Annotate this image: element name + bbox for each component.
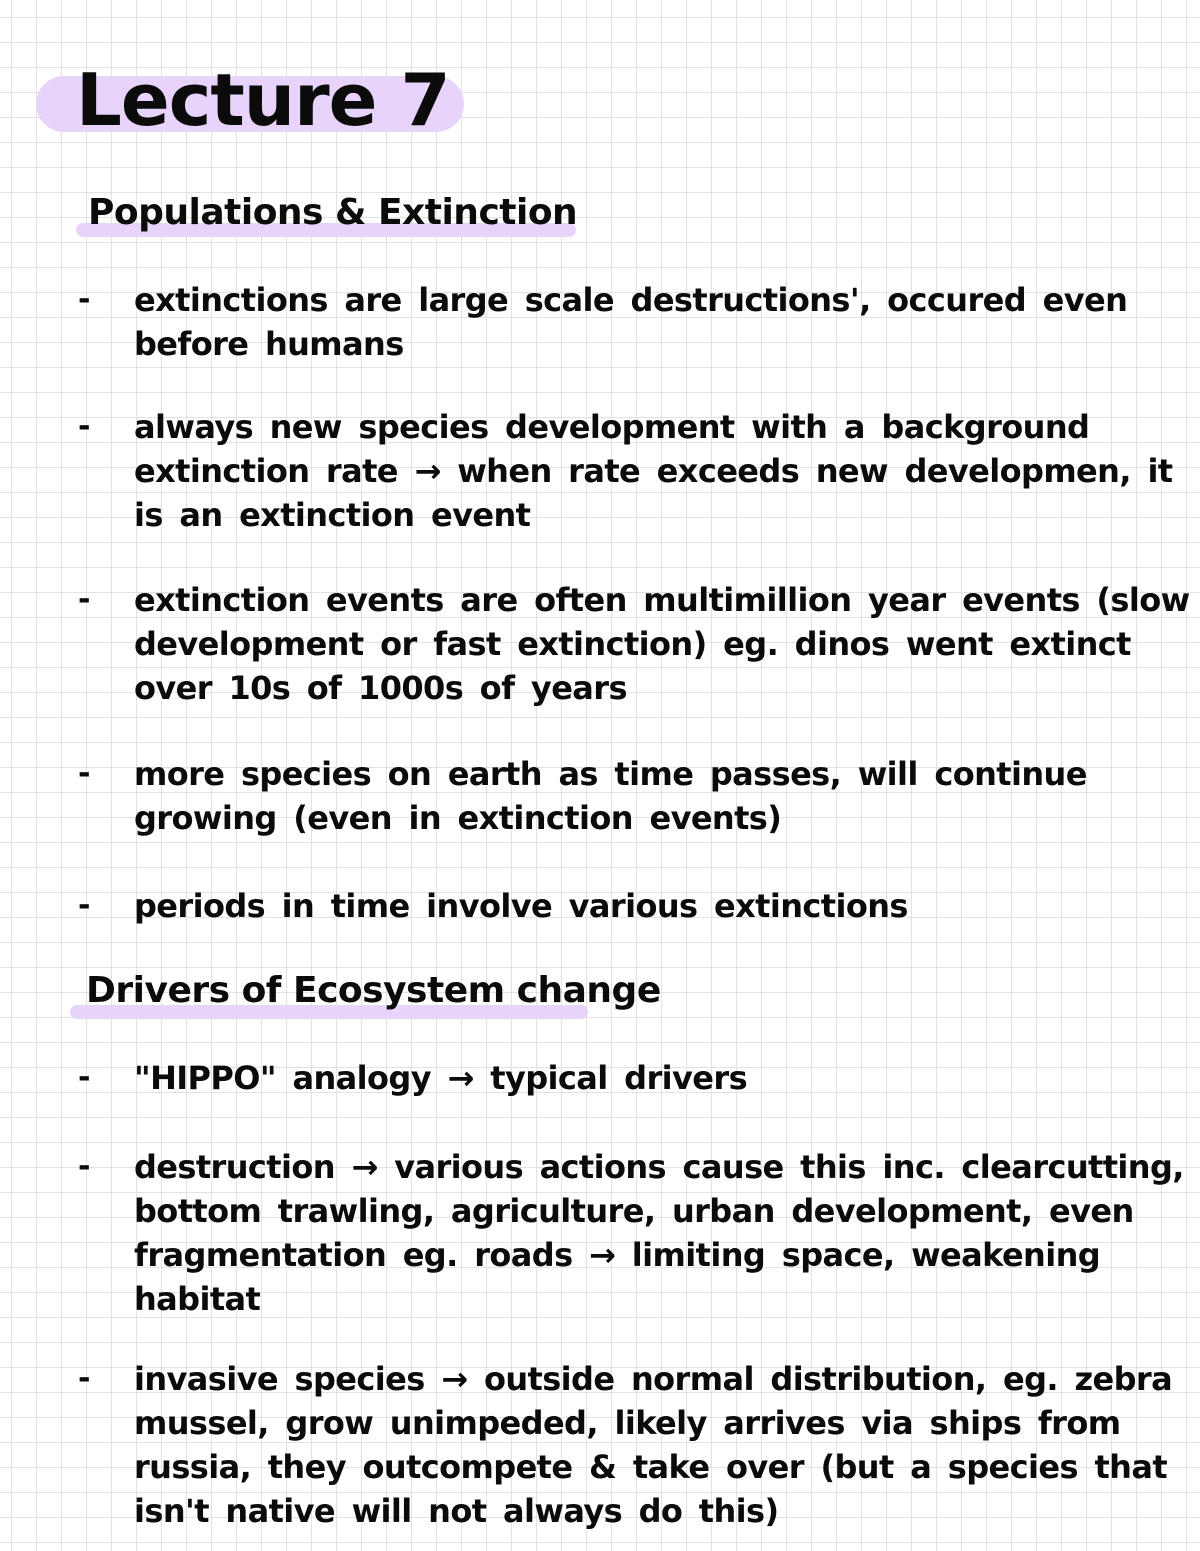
bullet-dash: - [78,409,91,444]
bullet-text: extinctions are large scale destructions', occured even before humans [134,281,1128,363]
bullet-dash: - [78,1361,91,1396]
bullet-dash: - [78,282,91,317]
bullet-dash: - [78,888,91,923]
bullet-text: invasive species → outside normal distribution, eg. zebra mussel, grow unimpeded, likely arrives via ships from russia, they outcompete & take over (but a species that isn't native will not always do this) [134,1360,1173,1530]
bullet-dash: - [78,1149,91,1184]
section-heading-populations: Populations & Extinction [88,192,578,233]
bullet-text: extinction events are often multimillion year events (slow development or fast extinction) eg. dinos went extinct over 10s of 1000s of years [134,581,1190,707]
bullet-text: "HIPPO" analogy → typical drivers [134,1059,748,1097]
bullet-text: always new species development with a background extinction rate → when rate exceeds new developmen, it is an extinction event [134,408,1173,534]
section-heading-drivers: Drivers of Ecosystem change [86,970,661,1011]
page-title: Lecture 7 [76,58,450,142]
bullet-text: destruction → various actions cause this inc. clearcutting, bottom trawling, agriculture, urban development, even fragmentation eg. roads → limiting space, weakening habitat [134,1148,1184,1318]
bullet-dash: - [78,756,91,791]
bullet-text: periods in time involve various extinctions [134,887,908,925]
bullet-text: more species on earth as time passes, will continue growing (even in extinction events) [134,755,1087,837]
bullet-dash: - [78,1060,91,1095]
bullet-dash: - [78,582,91,617]
